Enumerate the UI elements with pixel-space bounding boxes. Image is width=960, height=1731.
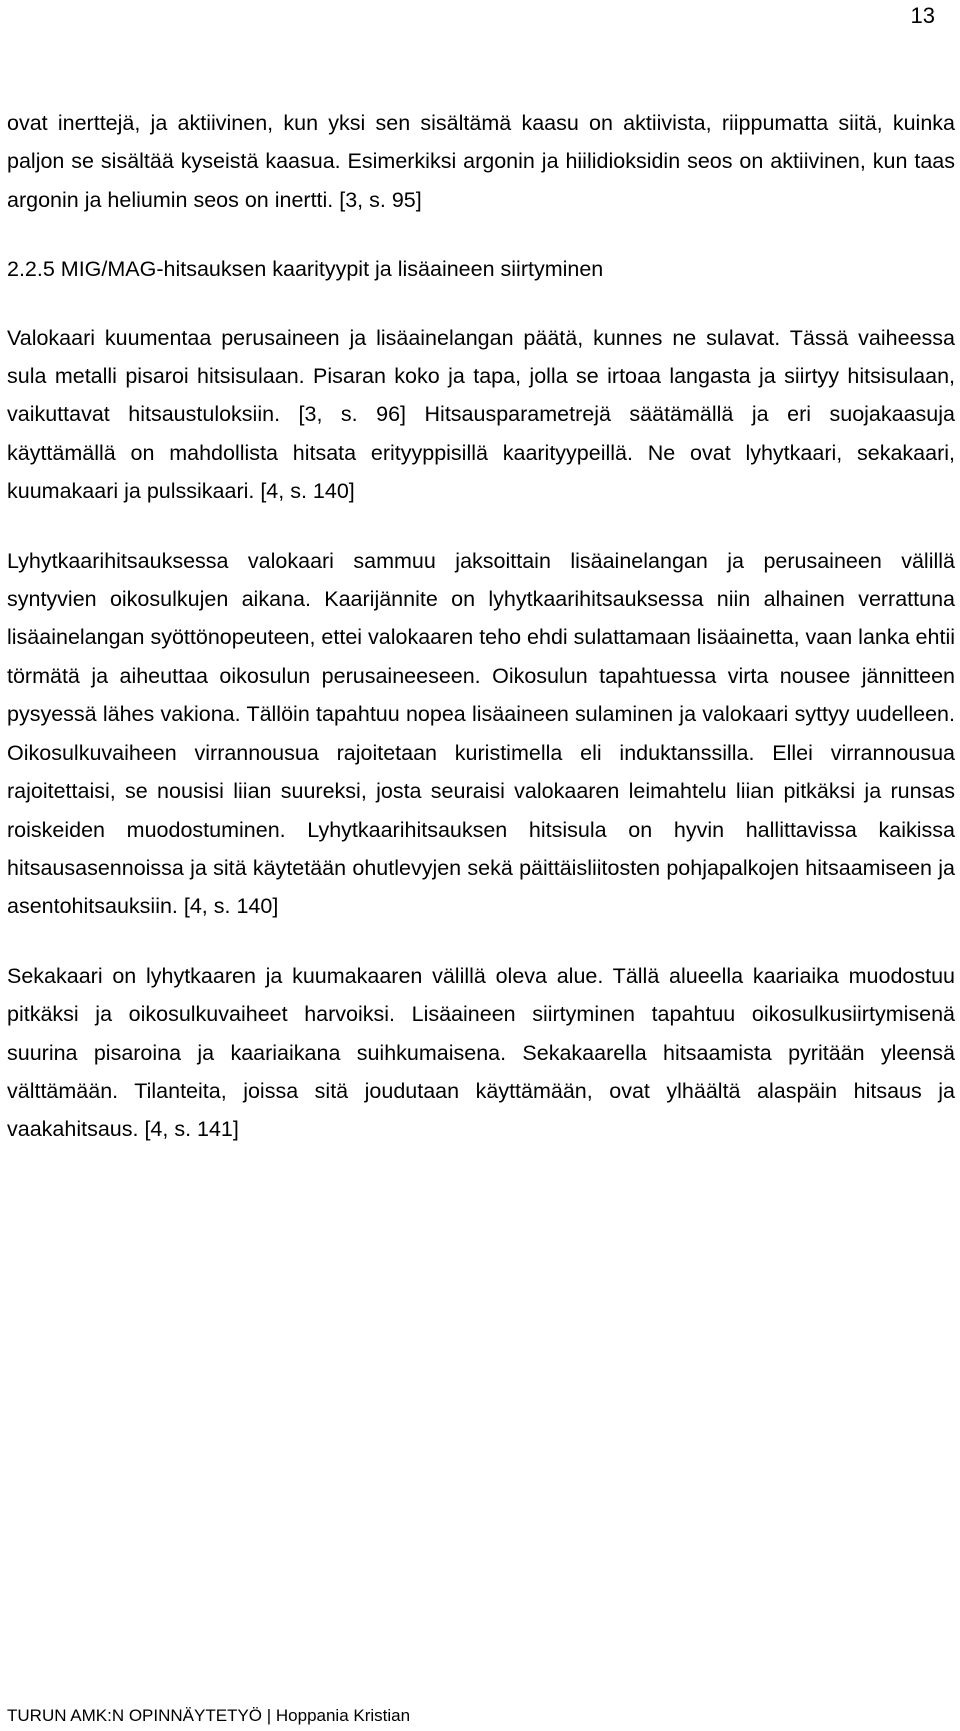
document-body [7,104,955,1149]
paragraph-mixed-arc: Sekakaari on lyhytkaaren ja kuumakaaren välillä oleva alue. Tällä alueella kaariaika muodostuu pitkäksi ja oikosulkuvaiheet harvoiksi. Lisäaineen siirtyminen tapahtuu oikosulkusiirtymisenä suurina pisaroina ja kaariaikana suihkumaisena. Sekakaarella hitsaamista pyritään yleensä välttämään. Tilanteita, joissa sitä joudutaan käyttämään, ovat ylhäältä alaspäin hitsaus ja vaakahitsaus. [4, s. 141] [7,963,955,1142]
paragraph-spacer [7,926,955,957]
section-heading: 2.2.5 MIG/MAG-hitsauksen kaarityypit ja lisäaineen siirtyminen [7,257,604,282]
page-footer: TURUN AMK:N OPINNÄYTETYÖ | Hoppania Kristian [7,1706,411,1725]
paragraph-gas-types: ovat inerttejä, ja aktiivinen, kun yksi sen sisältämä kaasu on aktiivista, riippumatta siitä, kuinka paljon se sisältää kyseistä kaasua. Esimerkiksi argonin ja hiilidioksidin seos on aktiivinen, kun taas argonin ja heliumin seos on inertti. [3, s. 95] [7,111,955,212]
paragraph-spacer [7,289,955,319]
paragraph-spacer [7,511,955,542]
paragraph-arc-types: Valokaari kuumentaa perusaineen ja lisäainelangan päätä, kunnes ne sulavat. Tässä vaiheessa sula metalli pisaroi hitsisulaan. Pisaran koko ja tapa, jolla se irtoaa langasta ja siirtyy hitsisulaan, vaikuttavat hitsaustuloksiin. [3, s. 96] Hitsausparametrejä säätämällä ja eri suojakaasuja käyttämällä on mahdollista hitsata erityyppisillä kaarityypeillä. Ne ovat lyhytkaari, sekakaari, kuumakaari ja pulssikaari. [4, s. 140] [7,325,955,504]
page-number: 13 [910,3,935,28]
paragraph-short-arc: Lyhytkaarihitsauksessa valokaari sammuu jaksoittain lisäainelangan ja perusaineen välillä syntyvien oikosulkujen aikana. Kaarijännite on lyhytkaarihitsauksessa niin alhainen verrattuna lisäainelangan syöttönopeuteen, ettei valokaaren teho ehdi sulattamaan lisäainetta, vaan lanka ehtii törmätä ja aiheuttaa oikosulun perusaineeseen. Oikosulun tapahtuessa virta nousee jännitteen pysyessä lähes vakiona. Tällöin tapahtuu nopea lisäaineen sulaminen ja valokaari syttyy uudelleen. Oikosulkuvaiheen virrannousua rajoitetaan kuristimella eli induktanssilla. Ellei virrannousua rajoitettaisi, se nousisi liian suureksi, josta seuraisi valokaaren leimahtelu liian pitkäksi ja runsas roiskeiden muodostuminen. Lyhytkaarihitsauksen hitsisula on hyvin hallittavissa kaikissa hitsausasennoissa ja sitä käytetään ohutlevyjen sekä päittäisliitosten pohjapalkojen hitsaamiseen ja asentohitsauksiin. [4, s. 140] [7,548,955,919]
paragraph-spacer [7,219,955,250]
